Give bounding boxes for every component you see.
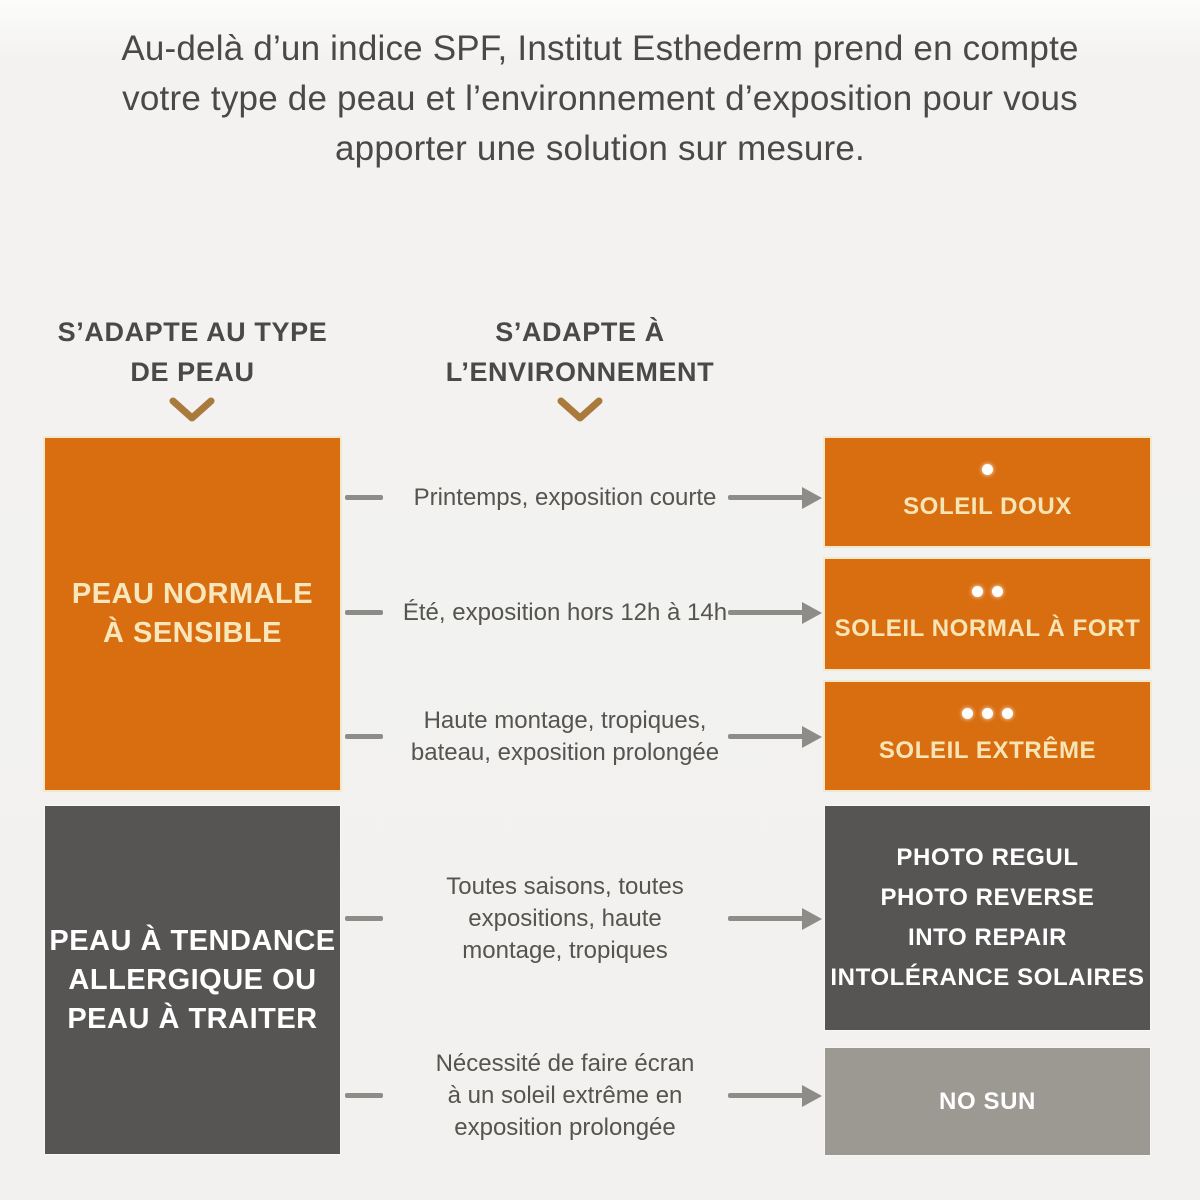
flow-arrow-icon xyxy=(728,726,822,748)
skin-type-label-line: À SENSIBLE xyxy=(102,617,283,649)
flow-arrow-icon xyxy=(728,487,822,509)
column-header-environment xyxy=(400,312,760,392)
page-title-line: votre type de peau et l’environnement d’exposition pour vous xyxy=(122,79,1078,118)
sun-intensity-dot xyxy=(962,708,973,719)
skin-type-box-allergic xyxy=(45,806,340,1154)
page-title-line: apporter une solution sur mesure. xyxy=(335,129,865,168)
condition-label-line: expositions, haute xyxy=(468,905,662,932)
connector-line xyxy=(345,1093,383,1098)
skin-type-label-line: PEAU NORMALE xyxy=(71,578,314,610)
skin-type-label-line: ALLERGIQUE OU xyxy=(68,963,317,996)
column-header-line: DE PEAU xyxy=(130,357,255,387)
environment-box-soleil-extreme xyxy=(825,682,1150,790)
environment-box-products xyxy=(825,806,1150,1030)
sun-intensity-dots xyxy=(982,464,993,476)
sun-intensity-dot xyxy=(1002,708,1013,719)
column-header-line: S’ADAPTE À xyxy=(495,317,665,347)
condition-label xyxy=(385,871,745,967)
chevron-down-icon xyxy=(168,396,216,424)
environment-box-label: SOLEIL NORMAL À FORT xyxy=(834,614,1141,642)
sun-intensity-dot xyxy=(982,708,993,719)
condition-label xyxy=(385,597,745,629)
environment-box-soleil-normal-a-fort xyxy=(825,559,1150,669)
sun-intensity-dots xyxy=(972,586,1003,598)
product-label-line: PHOTO REGUL xyxy=(896,844,1079,871)
sun-intensity-dot xyxy=(992,586,1003,597)
environment-box-no-sun xyxy=(825,1048,1150,1155)
environment-box-soleil-doux xyxy=(825,438,1150,546)
condition-label-line: bateau, exposition prolongée xyxy=(410,739,720,766)
condition-label-line: Toutes saisons, toutes xyxy=(446,873,684,900)
environment-box-label: NO SUN xyxy=(939,1087,1036,1115)
sun-intensity-dot xyxy=(982,464,993,475)
connector-line xyxy=(345,916,383,921)
condition-label-line: Été, exposition hors 12h à 14h xyxy=(402,599,728,626)
condition-label xyxy=(385,482,745,514)
connector-line xyxy=(345,610,383,615)
sun-intensity-dots xyxy=(962,708,1013,720)
environment-box-label: SOLEIL DOUX xyxy=(903,492,1072,520)
skin-type-label-line: PEAU À TRAITER xyxy=(67,1002,318,1035)
skin-type-label-line: PEAU À TENDANCE xyxy=(49,924,336,957)
condition-label xyxy=(385,705,745,769)
page-title xyxy=(40,24,1160,174)
flow-arrow-icon xyxy=(728,602,822,624)
condition-label xyxy=(385,1048,745,1144)
column-header-line: S’ADAPTE AU TYPE xyxy=(57,317,328,347)
page-title-line: Au-delà d’un indice SPF, Institut Esthederm prend en compte xyxy=(121,29,1079,68)
column-header-line: L’ENVIRONNEMENT xyxy=(445,357,715,387)
column-header-skin-type xyxy=(45,312,340,392)
condition-label-line: montage, tropiques xyxy=(462,937,668,964)
condition-label-line: à un soleil extrême en xyxy=(447,1082,683,1109)
product-label-line: INTOLÉRANCE SOLAIRES xyxy=(830,964,1145,991)
flow-arrow-icon xyxy=(728,908,822,930)
product-label-line: PHOTO REVERSE xyxy=(880,884,1095,911)
skin-type-box-normal xyxy=(45,438,340,790)
product-label-line: INTO REPAIR xyxy=(907,924,1068,951)
condition-label-line: Nécessité de faire écran xyxy=(435,1050,695,1077)
connector-line xyxy=(345,495,383,500)
flow-arrow-icon xyxy=(728,1085,822,1107)
sun-intensity-dot xyxy=(972,586,983,597)
condition-label-line: Haute montage, tropiques, xyxy=(423,707,707,734)
condition-label-line: Printemps, exposition courte xyxy=(413,484,717,511)
connector-line xyxy=(345,734,383,739)
environment-box-label: SOLEIL EXTRÊME xyxy=(878,736,1097,764)
chevron-down-icon xyxy=(556,396,604,424)
condition-label-line: exposition prolongée xyxy=(454,1114,676,1141)
